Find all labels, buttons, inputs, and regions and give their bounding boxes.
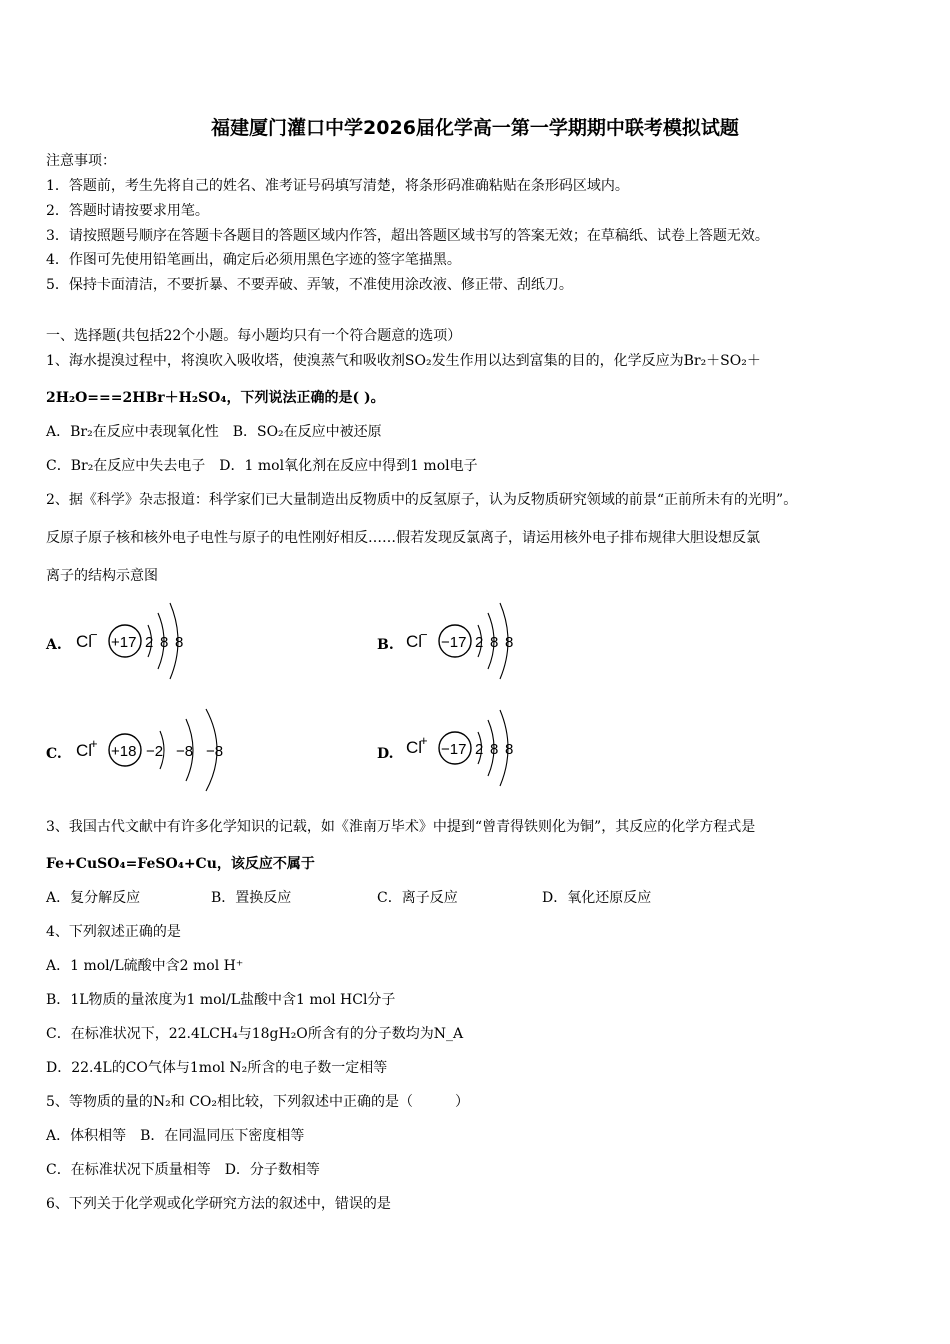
shell-electrons: 8 [175, 634, 184, 651]
ion-symbol: Cl [76, 741, 93, 760]
nucleus-charge: −17 [441, 634, 467, 651]
ion-diagram-c [72, 703, 242, 793]
shell-electrons: 8 [505, 741, 514, 758]
ion-symbol: Cl [406, 632, 423, 651]
notice-item: 1．答题前，考生先将自己的姓名、准考证号码填写清楚，将条形码准确粘贴在条形码区域内。 [46, 178, 629, 194]
option-c-label: C. [46, 746, 62, 762]
question-2-stem: 2、据《科学》杂志报道：科学家们已大量制造出反物质中的反氢原子，认为反物质研究领域的前景“正前所未有的光明”。 [46, 492, 798, 508]
question-2-stem-cont: 反原子原子核和核外电子电性与原子的电性刚好相反……假若发现反氯离子，请运用核外电子排布规律大胆设想反氯 [46, 530, 760, 546]
ion-symbol: Cl [76, 632, 93, 651]
question-3-stem: 3、我国古代文献中有许多化学知识的记载，如《淮南万毕术》中提到“曾青得铁则化为铜”，其反应的化学方程式是 [46, 819, 756, 835]
notice-heading: 注意事项： [46, 153, 116, 169]
question-4-stem: 4、下列叙述正确的是 [46, 924, 181, 940]
question-5-stem: 5、等物质的量的N₂和 CO₂相比较，下列叙述中正确的是（ ） [46, 1094, 470, 1110]
shell-electrons: 8 [505, 634, 514, 651]
shell-electrons: 2 [475, 634, 484, 651]
shell-electrons: −2 [146, 743, 164, 760]
ion-charge: − [90, 627, 98, 642]
ion-diagram-a [72, 595, 202, 685]
ion-charge: + [90, 736, 98, 751]
question-3-option-b: B．置换反应 [211, 890, 292, 906]
question-2-stem-cont: 离子的结构示意图 [46, 568, 158, 584]
question-1-stem: 1、海水提溴过程中，将溴吹入吸收塔，使溴蒸气和吸收剂SO₂发生作用以达到富集的目的，化学反应为Br₂＋SO₂＋ [46, 353, 761, 369]
shell-electrons: 8 [490, 741, 499, 758]
option-a-label: A. [46, 637, 62, 653]
question-1-stem-cont: 2H₂O===2HBr＋H₂SO₄，下列说法正确的是( )。 [46, 390, 385, 406]
question-4-option-a: A．1 mol/L硫酸中含2 mol H⁺ [46, 958, 244, 974]
shell-electrons: 8 [160, 634, 169, 651]
section-heading: 一、选择题(共包括22个小题。每小题均只有一个符合题意的选项） [46, 328, 462, 344]
question-5-options-cd: C．在标准状况下质量相等 D．分子数相等 [46, 1162, 320, 1178]
option-d-label: D. [377, 746, 394, 762]
question-3-option-a: A．复分解反应 [46, 890, 141, 906]
question-1-options-cd: C．Br₂在反应中失去电子 D．1 mol氧化剂在反应中得到1 mol电子 [46, 458, 478, 474]
ion-charge: − [420, 627, 428, 642]
shell-electrons: 2 [145, 634, 154, 651]
ion-symbol: Cl [406, 738, 423, 757]
question-6-stem: 6、下列关于化学观或化学研究方法的叙述中，错误的是 [46, 1196, 391, 1212]
question-4-option-b: B．1L物质的量浓度为1 mol/L盐酸中含1 mol HCl分子 [46, 992, 396, 1008]
question-3-stem-cont: Fe+CuSO₄=FeSO₄+Cu，该反应不属于 [46, 856, 315, 872]
ion-diagram-d [402, 703, 532, 793]
option-b-label: B. [377, 637, 394, 653]
question-4-option-d: D．22.4L的CO气体与1mol N₂所含的电子数一定相等 [46, 1060, 388, 1076]
notice-item: 2．答题时请按要求用笔。 [46, 203, 209, 219]
question-3-option-c: C．离子反应 [377, 890, 458, 906]
question-3-option-d: D．氧化还原反应 [542, 890, 652, 906]
nucleus-charge: −17 [441, 741, 467, 758]
nucleus-charge: +17 [111, 634, 137, 651]
ion-charge: + [420, 733, 428, 748]
question-1-options-ab: A．Br₂在反应中表现氧化性 B．SO₂在反应中被还原 [46, 424, 382, 440]
notice-item: 3．请按照题号顺序在答题卡各题目的答题区域内作答，超出答题区域书写的答案无效；在草稿纸、试卷上答题无效。 [46, 228, 769, 244]
ion-diagram-b [402, 595, 532, 685]
nucleus-charge: +18 [111, 743, 137, 760]
notice-item: 4．作图可先使用铅笔画出，确定后必须用黑色字迹的签字笔描黑。 [46, 252, 461, 268]
shell-electrons: −8 [176, 743, 194, 760]
shell-electrons: 2 [475, 741, 484, 758]
question-4-option-c: C．在标准状况下，22.4LCH₄与18gH₂O所含有的分子数均为N_A [46, 1026, 464, 1042]
question-5-options-ab: A．体积相等 B．在同温同压下密度相等 [46, 1128, 305, 1144]
shell-electrons: 8 [490, 634, 499, 651]
shell-electrons: −8 [206, 743, 224, 760]
notice-item: 5．保持卡面清洁，不要折暴、不要弄破、弄皱，不准使用涂改液、修正带、刮纸刀。 [46, 277, 573, 293]
page-title: 福建厦门灌口中学2026届化学高一第一学期期中联考模拟试题 [211, 117, 739, 139]
